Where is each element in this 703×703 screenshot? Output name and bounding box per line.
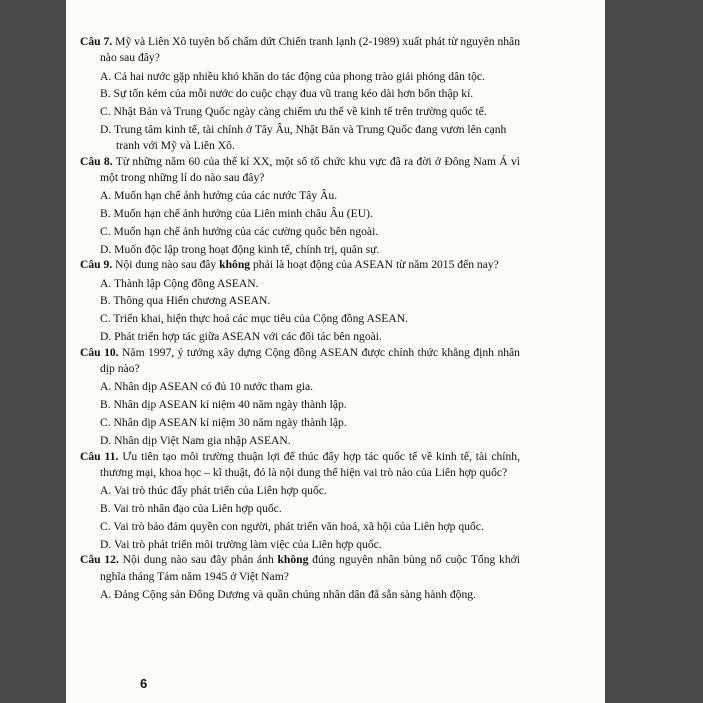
option-d: D. Trung tâm kinh tế, tài chính ở Tây Âu, Nhật Bản và Trung Quốc đang vươn lên cạnh tranh với Mỹ và Liên Xô.: [100, 122, 507, 152]
option-b: B. Vai trò nhân đạo của Liên hợp quốc.: [100, 502, 282, 516]
option-d: D. Vai trò phát triển môi trường làm việc của Liên hợp quốc.: [100, 537, 382, 551]
question-text: Từ những năm 60 của thế kỉ XX, một số tổ chức khu vực đã ra đời ở Đông Nam Á vì một trong những lí do nào sau đây?: [100, 154, 520, 184]
option-c: C. Muốn hạn chế ảnh hưởng của các cường quốc bên ngoài.: [100, 224, 379, 238]
option-c: C. Nhân dịp ASEAN kỉ niệm 30 năm ngày thành lập.: [100, 416, 347, 430]
option-c: C. Nhật Bản và Trung Quốc ngày càng chiếm ưu thế về kinh tế trên trường quốc tế.: [100, 105, 487, 119]
question-9: [80, 257, 520, 273]
option-a: A. Đảng Cộng sản Đông Dương và quần chúng nhân dân đã sẵn sàng hành động.: [100, 588, 476, 601]
question-text: Năm 1997, ý tưởng xây dựng Cộng đồng ASEAN được chính thức khẳng định nhân dịp nào?: [100, 345, 520, 376]
option-a: A. Vai trò thúc đẩy phát triển của Liên hợp quốc.: [100, 484, 327, 498]
right-margin-background: [605, 0, 703, 703]
question-label: Câu 12.: [80, 553, 119, 567]
question-label: Câu 9.: [80, 258, 113, 272]
option-a: A. Thành lập Cộng đồng ASEAN.: [100, 276, 259, 290]
question-label: Câu 11.: [80, 449, 119, 463]
question-10: [80, 345, 520, 378]
option-b: B. Nhân dịp ASEAN kỉ niệm 40 năm ngày thành lập.: [100, 398, 347, 412]
question-12: [80, 552, 520, 585]
option-b: B. Muốn hạn chế ảnh hưởng của Liên minh châu Âu (EU).: [100, 206, 373, 220]
question-label: Câu 7.: [80, 35, 113, 48]
option-b: B. Thông qua Hiến chương ASEAN.: [100, 294, 271, 308]
left-margin-background: [0, 0, 66, 703]
question-text-emphasis: không: [277, 553, 309, 567]
question-label: Câu 8.: [80, 154, 113, 168]
page-number: 6: [140, 676, 148, 691]
question-text-after: phải là hoạt động của ASEAN từ năm 2015 đến nay?: [250, 258, 499, 272]
question-text-before: Nội dung nào sau đây phản ánh: [122, 553, 278, 567]
option-d: D. Nhân dịp Việt Nam gia nhập ASEAN.: [100, 433, 291, 447]
question-text-before: Nội dung nào sau đây: [115, 258, 220, 272]
question-text-after: đúng nguyên nhân bùng nổ cuộc Tổng khởi nghĩa tháng Tám năm 1945 ở Việt Nam?: [100, 553, 520, 583]
question-8: [80, 154, 520, 187]
question-text: Ưu tiên tạo môi trường thuận lợi để thúc đẩy hợp tác quốc tế về kinh tế, tài chính, thương mại, khoa học – kĩ thuật, đó là nội dung thể hiện vai trò nào của Liên hợp quốc?: [100, 449, 520, 479]
question-7: [80, 34, 520, 67]
option-c: C. Vai trò bảo đảm quyền con người, phát triển văn hoá, xã hội của Liên hợp quốc.: [100, 519, 484, 533]
question-11: [80, 449, 520, 482]
option-b: B. Sự tốn kém của mỗi nước do cuộc chạy đua vũ trang kéo dài hơn bốn thập kỉ.: [100, 87, 474, 101]
option-d: D. Muốn độc lập trong hoạt động kinh tế, chính trị, quân sự.: [100, 242, 380, 256]
question-text-emphasis: không: [219, 258, 251, 272]
question-label: Câu 10.: [80, 345, 119, 359]
option-d: D. Phát triển hợp tác giữa ASEAN với các đối tác bên ngoài.: [100, 330, 382, 344]
option-a: A. Cả hai nước gặp nhiều khó khăn do tác động của phong trào giải phóng dân tộc.: [100, 69, 485, 83]
option-a: A. Muốn hạn chế ảnh hưởng của các nước Tây Âu.: [100, 189, 338, 203]
option-c: C. Triển khai, hiện thực hoá các mục tiêu của Cộng đồng ASEAN.: [100, 312, 408, 326]
option-a: A. Nhân dịp ASEAN có đủ 10 nước tham gia.: [100, 380, 314, 394]
questions-content: [80, 34, 520, 603]
question-text: Mỹ và Liên Xô tuyên bố chấm dứt Chiến tranh lạnh (2-1989) xuất phát từ nguyên nhân nào sau đây?: [100, 35, 520, 65]
